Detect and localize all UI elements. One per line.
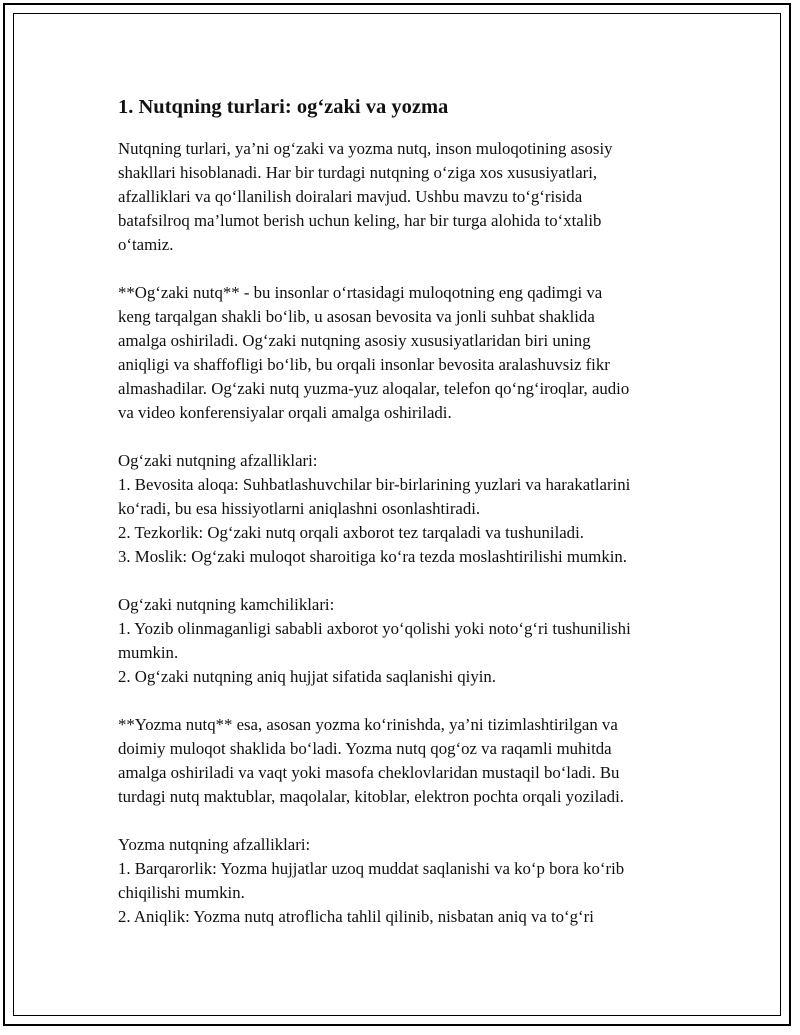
paragraph-oral-disadvantages [118,593,698,689]
text-line: **Yozma nutq** esa, asosan yozma ko‘rinishda, ya’ni tizimlashtirilgan va [118,715,618,734]
text-line: Og‘zaki nutqning afzalliklari: [118,451,318,470]
document-body [118,95,698,953]
text-line: 3. Moslik: Og‘zaki muloqot sharoitiga ko‘ra tezda moslashtirilishi mumkin. [118,547,627,566]
text-line: Nutqning turlari, ya’ni og‘zaki va yozma nutq, inson muloqotining asosiy [118,139,613,158]
text-line: va video konferensiyalar orqali amalga oshiriladi. [118,403,452,422]
text-line: amalga oshiriladi va vaqt yoki masofa cheklovlaridan mustaqil bo‘ladi. Bu [118,763,620,782]
text-line: aniqligi va shaffofligi bo‘lib, bu orqali insonlar bevosita aralashuvsiz fikr [118,355,610,374]
text-line: keng tarqalgan shakli bo‘lib, u asosan bevosita va jonli suhbat shaklida [118,307,595,326]
text-line: 1. Yozib olinmaganligi sababli axborot yo‘qolishi yoki noto‘g‘ri tushunilishi [118,619,631,638]
text-line: 2. Og‘zaki nutqning aniq hujjat sifatida saqlanishi qiyin. [118,667,496,686]
text-line: shakllari hisoblanadi. Har bir turdagi nutqning o‘ziga xos xususiyatlari, [118,163,598,182]
paragraph-oral-speech [118,281,698,425]
paragraph-written-advantages [118,833,698,929]
text-line: ko‘radi, bu esa hissiyotlarni aniqlashni osonlashtiradi. [118,499,481,518]
section-heading: 1. Nutqning turlari: og‘zaki va yozma [118,96,449,118]
text-line: turdagi nutq maktublar, maqolalar, kitoblar, elektron pochta orqali yoziladi. [118,787,624,806]
paragraph-intro [118,137,698,257]
text-line: Yozma nutqning afzalliklari: [118,835,311,854]
text-line: **Og‘zaki nutq** - bu insonlar o‘rtasidagi muloqotning eng qadimgi va [118,283,603,302]
text-line: 1. Bevosita aloqa: Suhbatlashuvchilar bir-birlarining yuzlari va harakatlarini [118,475,631,494]
text-line: afzalliklari va qo‘llanilish doiralari mavjud. Ushbu mavzu to‘g‘risida [118,187,583,206]
text-line: 2. Aniqlik: Yozma nutq atroflicha tahlil qilinib, nisbatan aniq va to‘g‘ri [118,907,594,926]
text-line: almashadilar. Og‘zaki nutq yuzma-yuz aloqalar, telefon qo‘ng‘iroqlar, audio [118,379,630,398]
text-line: o‘tamiz. [118,235,174,254]
paragraph-oral-advantages [118,449,698,569]
text-line: amalga oshiriladi. Og‘zaki nutqning asosiy xususiyatlaridan biri uning [118,331,591,350]
text-line: chiqilishi mumkin. [118,883,245,902]
paragraph-written-speech [118,713,698,809]
text-line: 1. Barqarorlik: Yozma hujjatlar uzoq muddat saqlanishi va ko‘p bora ko‘rib [118,859,625,878]
text-line: Og‘zaki nutqning kamchiliklari: [118,595,335,614]
text-line: 2. Tezkorlik: Og‘zaki nutq orqali axborot tez tarqaladi va tushuniladi. [118,523,584,542]
text-line: batafsilroq ma’lumot berish uchun keling, har bir turga alohida to‘xtalib [118,211,602,230]
text-line: mumkin. [118,643,179,662]
text-line: doimiy muloqot shaklida bo‘ladi. Yozma nutq qog‘oz va raqamli muhitda [118,739,612,758]
